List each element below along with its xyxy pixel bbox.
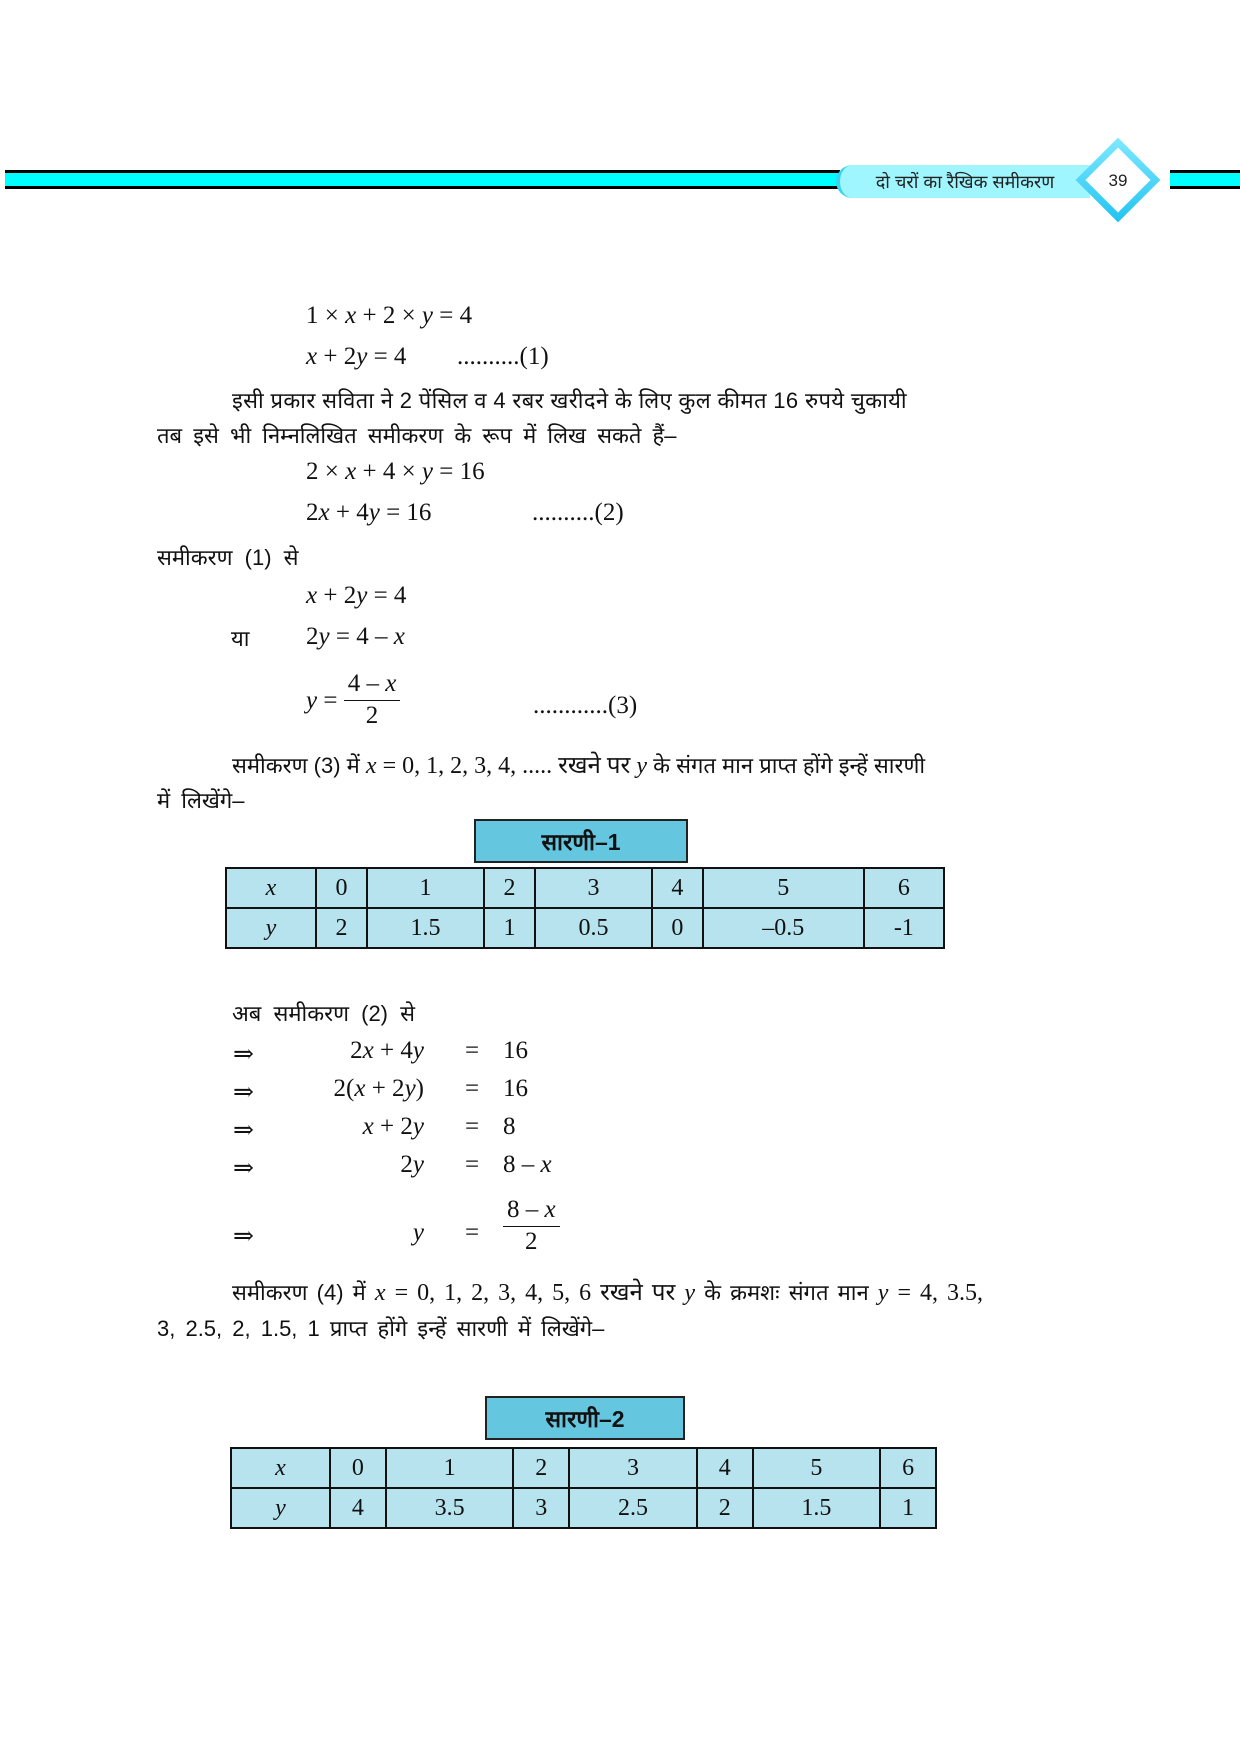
equation-line: x + 2y = 4 xyxy=(306,343,407,370)
implies-arrow: ⇒ xyxy=(233,1155,254,1182)
table-cell: 6 xyxy=(880,1448,936,1488)
paragraph-line: 3, 2.5, 2, 1.5, 1 प्राप्त होंगे इन्हें सारणी में लिखेंगे– xyxy=(157,1316,605,1341)
table-cell: 1 xyxy=(367,868,484,908)
implies-arrow: ⇒ xyxy=(233,1117,254,1144)
equation-line: 1 × x + 2 × y = 4 xyxy=(306,302,473,329)
table-cell: 5 xyxy=(753,1448,881,1488)
implies-arrow: ⇒ xyxy=(233,1223,254,1250)
table-cell: 1.5 xyxy=(753,1488,881,1528)
table-header-x: x xyxy=(231,1448,330,1488)
table-cell: 2 xyxy=(316,908,367,948)
table-cell: 1 xyxy=(386,1448,514,1488)
derivation-lhs: 2(x + 2y) xyxy=(333,1075,424,1102)
table-1 xyxy=(225,867,945,949)
equation-line: x + 2y = 4 xyxy=(306,582,407,609)
or-label: या xyxy=(231,626,250,651)
equation-line: 2 × x + 4 × y = 16 xyxy=(306,458,485,485)
table-header-y: y xyxy=(226,908,316,948)
equals-sign: = xyxy=(465,1075,480,1102)
table-header-x: x xyxy=(226,868,316,908)
table-cell: 0 xyxy=(316,868,367,908)
equation-tag: ..........(2) xyxy=(532,499,624,526)
table-cell: 2.5 xyxy=(569,1488,697,1528)
header-band-left xyxy=(5,170,840,189)
derivation-rhs: 8 xyxy=(503,1113,516,1140)
table-cell: 6 xyxy=(864,868,944,908)
table-header-y: y xyxy=(231,1488,330,1528)
fraction-equation: y = $\frac{4 - x}{2}$ xyxy=(306,670,400,731)
section-label: समीकरण (1) से xyxy=(157,545,299,570)
equals-sign: = xyxy=(465,1219,480,1246)
table-cell: 5 xyxy=(703,868,864,908)
chapter-title xyxy=(836,165,1090,198)
paragraph-line: समीकरण (3) में x = 0, 1, 2, 3, 4, ..... रखने पर y के संगत मान प्राप्त होंगे इन्हें सारणी xyxy=(232,753,926,779)
table-cell: -1 xyxy=(864,908,944,948)
table-cell: 0.5 xyxy=(535,908,652,948)
table-cell: 4 xyxy=(697,1448,753,1488)
derivation-lhs: x + 2y xyxy=(362,1113,424,1140)
section-label: अब समीकरण (2) से xyxy=(232,1001,415,1026)
derivation-lhs: 2x + 4y xyxy=(350,1037,424,1064)
table-cell: 2 xyxy=(697,1488,753,1528)
table-row-x xyxy=(226,868,944,908)
table-2-caption: सारणी–2 xyxy=(485,1396,685,1440)
derivation-rhs: 16 xyxy=(503,1037,528,1064)
paragraph-line: तब इसे भी निम्नलिखित समीकरण के रूप में लिख सकते हैं– xyxy=(157,423,677,448)
table-cell: 1 xyxy=(880,1488,936,1528)
equation-tag: ..........(1) xyxy=(457,343,549,370)
equation-line: 2x + 4y = 16 xyxy=(306,499,432,526)
paragraph-line: समीकरण (4) में x = 0, 1, 2, 3, 4, 5, 6 रखने पर y के क्रमशः संगत मान y = 4, 3.5, xyxy=(232,1280,983,1306)
table-cell: 2 xyxy=(513,1448,569,1488)
paragraph-line: में लिखेंगे– xyxy=(157,788,245,813)
table-cell: 2 xyxy=(484,868,535,908)
table-2 xyxy=(230,1447,937,1529)
equals-sign: = xyxy=(465,1113,480,1140)
derivation-lhs: 2y xyxy=(400,1151,424,1178)
page-number: 39 xyxy=(1108,171,1128,190)
implies-arrow: ⇒ xyxy=(233,1079,254,1106)
table-row-y xyxy=(231,1488,936,1528)
table-cell: 1 xyxy=(484,908,535,948)
table-cell: 0 xyxy=(652,908,703,948)
table-cell: 3.5 xyxy=(386,1488,514,1528)
table-cell: 3 xyxy=(513,1488,569,1528)
table-cell: 4 xyxy=(652,868,703,908)
fraction: $\frac{8 - x}{2}$ xyxy=(503,1196,560,1257)
table-cell: 0 xyxy=(330,1448,386,1488)
paragraph-line: इसी प्रकार सविता ने 2 पेंसिल व 4 रबर खरीदने के लिए कुल कीमत 16 रुपये चुकायी xyxy=(232,388,907,413)
equation-tag: ............(3) xyxy=(533,692,638,719)
table-cell: 3 xyxy=(569,1448,697,1488)
derivation-rhs: 8 – x xyxy=(503,1151,552,1178)
derivation-lhs: y xyxy=(412,1219,424,1246)
table-cell: 4 xyxy=(330,1488,386,1528)
chapter-title-text: दो चरों का रैखिक समीकरण xyxy=(875,171,1055,192)
equals-sign: = xyxy=(465,1037,480,1064)
equation-line: 2y = 4 – x xyxy=(306,623,405,650)
table-cell: 3 xyxy=(535,868,652,908)
fraction: $\frac{4 - x}{2}$ xyxy=(344,670,401,731)
table-1-caption: सारणी–1 xyxy=(474,819,688,863)
table-row-y xyxy=(226,908,944,948)
header-band-right xyxy=(1170,170,1240,189)
equals-sign: = xyxy=(465,1151,480,1178)
table-row-x xyxy=(231,1448,936,1488)
table-cell: 1.5 xyxy=(367,908,484,948)
table-cell: –0.5 xyxy=(703,908,864,948)
derivation-rhs: 16 xyxy=(503,1075,528,1102)
implies-arrow: ⇒ xyxy=(233,1041,254,1068)
